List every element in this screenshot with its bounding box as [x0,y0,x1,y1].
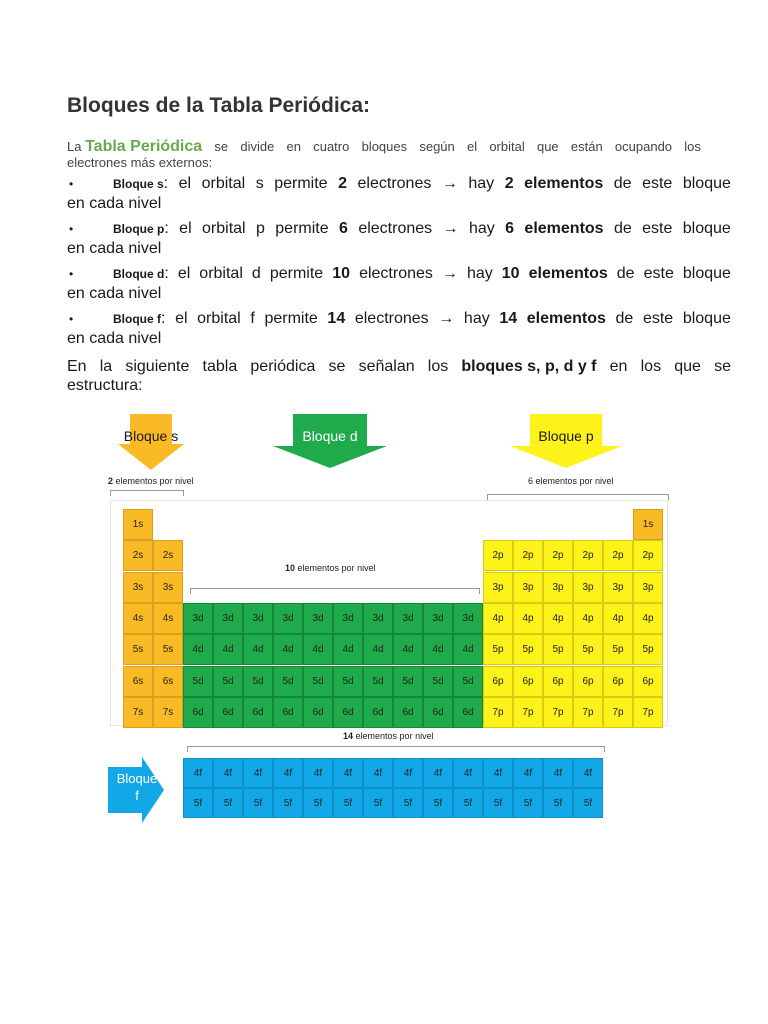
bullet-word: de [613,220,632,237]
f-block-cell: 5f [483,788,513,818]
outro-word: los [640,358,662,375]
s-block-cell: 4s [153,603,183,634]
bullet-word: este [642,175,673,192]
d-block-cell: 4d [453,634,483,665]
bullet-word: permite [275,220,329,237]
intro-word: cuatro [313,139,350,154]
d-block-cell: 4d [243,634,273,665]
d-block-cell: 6d [243,697,273,728]
f-block-cell: 4f [303,758,333,788]
bullet-line-2: en cada nivel [67,195,162,212]
f-block-cell: 4f [243,758,273,788]
bullet-word: este [643,265,674,282]
p-block-cell: 6p [573,666,603,697]
bullet-label: Bloque f [113,312,161,326]
p-block-cell: 5p [573,634,603,665]
d-block-cell: 3d [303,603,333,634]
intro-line-2: electrones más externos: [67,155,213,170]
s-block-cell: 6s [123,666,153,697]
d-block-cell: 4d [363,634,393,665]
intro-word: el [466,139,478,154]
p-block-cell: 7p [603,697,633,728]
intro-word: según [419,139,455,154]
p-block-cell: 3p [603,572,633,603]
f-block-cell: 5f [543,788,573,818]
s-block-cell: 4s [123,603,153,634]
f-block-cell: 5f [183,788,213,818]
intro-word: los [684,139,701,154]
p-block-cell: 6p [633,666,663,697]
bullet-word: elementos [526,310,606,327]
outro-word: que [674,358,701,375]
outro-word: En [67,358,87,375]
bullet-word: permite [264,310,318,327]
bullet-word: orbital [197,310,241,327]
bullet-word: orbital [201,175,246,192]
f-block-cell: 4f [513,758,543,788]
bullet-word: → [441,175,458,192]
bullet-word: bloque [682,175,731,192]
bullet-separator: : [163,175,169,192]
outro-word: siguiente [125,358,190,375]
bullet-word: 6 [339,220,348,237]
tabla-periodica-link[interactable]: Tabla Periódica [85,138,203,155]
d-block-cell: 3d [453,603,483,634]
f-block-cell: 4f [183,758,213,788]
d-block-cell: 5d [333,666,363,697]
outro-word: se [328,358,346,375]
p-block-cell: 6p [603,666,633,697]
p-block-count-label: 6 elementos por nivel [528,476,614,486]
p-block-cell: 5p [633,634,663,665]
d-block-count-label: 10 elementos por nivel [285,563,376,573]
f-block-count-label: 14 elementos por nivel [343,731,434,741]
p-block-cell: 5p [513,634,543,665]
p-block-cell: 7p [543,697,573,728]
bullet-dot-icon: • [69,177,74,191]
bullet-line-2: en cada nivel [67,285,162,302]
bullet-word: p [255,220,265,237]
p-block-cell: 3p [633,572,663,603]
outro-word: señalan [358,358,415,375]
f-block-cell: 4f [333,758,363,788]
bloque-s-arrow-label: Bloque s [123,428,179,444]
bullet-word: 6 [505,220,515,237]
f-block-cell: 5f [213,788,243,818]
d-block-cell: 6d [333,697,363,728]
bullet-word: elementos [528,265,608,282]
f-block-cell: 5f [513,788,543,818]
bullet-word: el [177,265,191,282]
p-block-cell: 7p [633,697,663,728]
s-block-cell: 7s [153,697,183,728]
p-block-cell: 5p [603,634,633,665]
bullet-word: → [438,310,455,327]
p-block-cell: 3p [513,572,543,603]
bullet-word: orbital [202,220,246,237]
bullet-word: 14 [499,310,518,327]
bullet-word: → [442,220,459,237]
p-block-cell: 7p [573,697,603,728]
p-block-cell: 2p [483,540,513,571]
bullet-word: permite [269,265,324,282]
p-block-cell: 4p [543,603,573,634]
bullet-word: bloque [682,265,731,282]
bullet-line-2: en cada nivel [67,330,162,347]
d-block-cell: 6d [303,697,333,728]
intro-word: divide [240,139,275,154]
bullet-separator: : [164,220,169,237]
d-block-cell: 5d [393,666,423,697]
bullet-word: d [251,265,261,282]
p-block-cell: 2p [543,540,573,571]
p-block-cell: 4p [603,603,633,634]
d-block-cell: 4d [393,634,423,665]
d-block-cell: 4d [273,634,303,665]
bullet-word: 14 [327,310,346,327]
f-block-cell: 4f [483,758,513,788]
intro-word: ocupando [614,139,673,154]
d-block-cell: 4d [333,634,363,665]
p-block-cell: 5p [543,634,573,665]
bullet-word: el [175,310,188,327]
outro-word: periódica [250,358,316,375]
f-block-cell: 5f [453,788,483,818]
f-block-cell: 4f [543,758,573,788]
d-block-cell: 4d [183,634,213,665]
p-block-cell: 4p [513,603,543,634]
p-block-cell: 6p [483,666,513,697]
bullet-dot-icon: • [69,222,74,236]
d-block-cell: 3d [273,603,303,634]
bullet-word: s [255,175,264,192]
d-block-cell: 3d [363,603,393,634]
d-block-cell: 3d [213,603,243,634]
f-block-cell: 4f [213,758,243,788]
bullet-word: f [250,310,255,327]
d-block-cell: 4d [213,634,243,665]
p-block-cell: 6p [543,666,573,697]
f-block-cell: 5f [243,788,273,818]
bullet-word: electrones [358,220,433,237]
bullet-word: electrones [357,175,432,192]
outro-word: la [99,358,113,375]
bullet-word: 10 [501,265,520,282]
bullet-word: de [616,265,635,282]
bullet-word: 2 [504,175,514,192]
bullet-label: Bloque s [113,177,164,191]
intro-prefix: La [67,139,82,154]
s-block-brace [110,490,184,496]
p-block-cell: 5p [483,634,513,665]
outro-word: se [714,358,731,375]
bullet-separator: : [161,310,166,327]
bullet-line-2: en cada nivel [67,240,162,257]
p-block-cell: 4p [483,603,513,634]
bullet-word: → [441,265,458,282]
bullet-dot-icon: • [69,312,74,326]
d-block-cell: 4d [303,634,333,665]
d-block-cell: 6d [273,697,303,728]
bullet-word: orbital [199,265,243,282]
f-block-cell: 5f [363,788,393,818]
s-block-cell: 2s [153,540,183,571]
d-block-cell: 5d [243,666,273,697]
s-block-cell: 1s [123,509,153,540]
d-block-cell: 6d [423,697,453,728]
intro-word: en [286,139,301,154]
bullet-word: elementos [524,220,604,237]
s-block-cell: 5s [153,634,183,665]
f-block-cell: 4f [363,758,393,788]
s-block-count-label: 2 elementos por nivel [108,476,194,486]
s-block-cell: 5s [123,634,153,665]
bloque-d-arrow-label: Bloque d [302,428,358,444]
f-block-cell: 5f [423,788,453,818]
f-block-cell: 5f [573,788,603,818]
f-block-cell: 4f [573,758,603,788]
bullet-word: hay [468,175,495,192]
d-block-cell: 3d [183,603,213,634]
s-block-cell: 2s [123,540,153,571]
f-block-cell: 4f [453,758,483,788]
intro-word: orbital [489,139,525,154]
bullet-word: permite [274,175,328,192]
f-block-cell: 4f [423,758,453,788]
bullet-word: el [179,220,192,237]
bullet-word: electrones [359,265,433,282]
bullet-word: este [642,310,674,327]
d-block-cell: 5d [183,666,213,697]
bullet-word: elementos [524,175,604,192]
f-block-cell: 5f [393,788,423,818]
outro-word: bloques s, p, d y f [461,358,597,375]
outro-line-2: estructura: [67,377,143,394]
d-block-cell: 6d [183,697,213,728]
page-title: Bloques de la Tabla Periódica: [67,94,371,117]
bullet-word: este [642,220,673,237]
bullet-word: bloque [682,220,731,237]
outro-word: los [427,358,449,375]
bullet-word: electrones [354,310,429,327]
f-block-cell: 5f [303,788,333,818]
bullet-dot-icon: • [69,267,74,281]
d-block-cell: 5d [423,666,453,697]
d-block-cell: 5d [303,666,333,697]
p-block-cell: 4p [573,603,603,634]
p-block-cell: 2p [603,540,633,571]
d-block-cell: 3d [333,603,363,634]
s-block-cell: 6s [153,666,183,697]
s-block-cell: 1s [633,509,663,540]
d-block-cell: 5d [273,666,303,697]
bullet-word: hay [468,220,495,237]
f-block-cell: 5f [333,788,363,818]
s-block-cell: 7s [123,697,153,728]
s-block-cell: 3s [123,572,153,603]
f-block-cell: 4f [273,758,303,788]
s-block-cell: 3s [153,572,183,603]
bullet-word: bloque [682,310,731,327]
d-block-cell: 6d [363,697,393,728]
p-block-cell: 3p [573,572,603,603]
outro-word: tabla [202,358,238,375]
bullet-word: de [613,175,632,192]
p-block-cell: 2p [573,540,603,571]
bullet-label: Bloque p [113,222,165,236]
d-block-cell: 5d [363,666,393,697]
d-block-cell: 3d [243,603,273,634]
d-block-cell: 6d [453,697,483,728]
p-block-cell: 2p [513,540,543,571]
bullet-word: de [615,310,634,327]
intro-word: que [536,139,559,154]
p-block-cell: 3p [543,572,573,603]
f-block-cell: 5f [273,788,303,818]
bullet-word: 10 [332,265,351,282]
p-block-cell: 2p [633,540,663,571]
intro-word: bloques [361,139,408,154]
bullet-label: Bloque d [113,267,165,281]
bullet-word: el [178,175,192,192]
d-block-cell: 4d [423,634,453,665]
f-block-cell: 4f [393,758,423,788]
p-block-cell: 6p [513,666,543,697]
d-block-cell: 3d [393,603,423,634]
intro-word: se [214,139,229,154]
f-block-brace [187,746,605,752]
p-block-cell: 7p [513,697,543,728]
d-block-cell: 5d [213,666,243,697]
bullet-separator: : [164,265,169,282]
d-block-cell: 5d [453,666,483,697]
bullet-word: hay [466,265,493,282]
intro-word: están [570,139,603,154]
p-block-cell: 7p [483,697,513,728]
outro-word: en [609,358,628,375]
bullet-word: hay [463,310,490,327]
p-block-cell: 4p [633,603,663,634]
bloque-p-arrow-label: Bloque p [538,428,594,444]
bullet-word: 2 [338,175,347,192]
d-block-cell: 6d [213,697,243,728]
bloque-f-arrow-label: Bloque f [116,771,158,803]
d-block-cell: 3d [423,603,453,634]
d-block-cell: 6d [393,697,423,728]
p-block-cell: 3p [483,572,513,603]
